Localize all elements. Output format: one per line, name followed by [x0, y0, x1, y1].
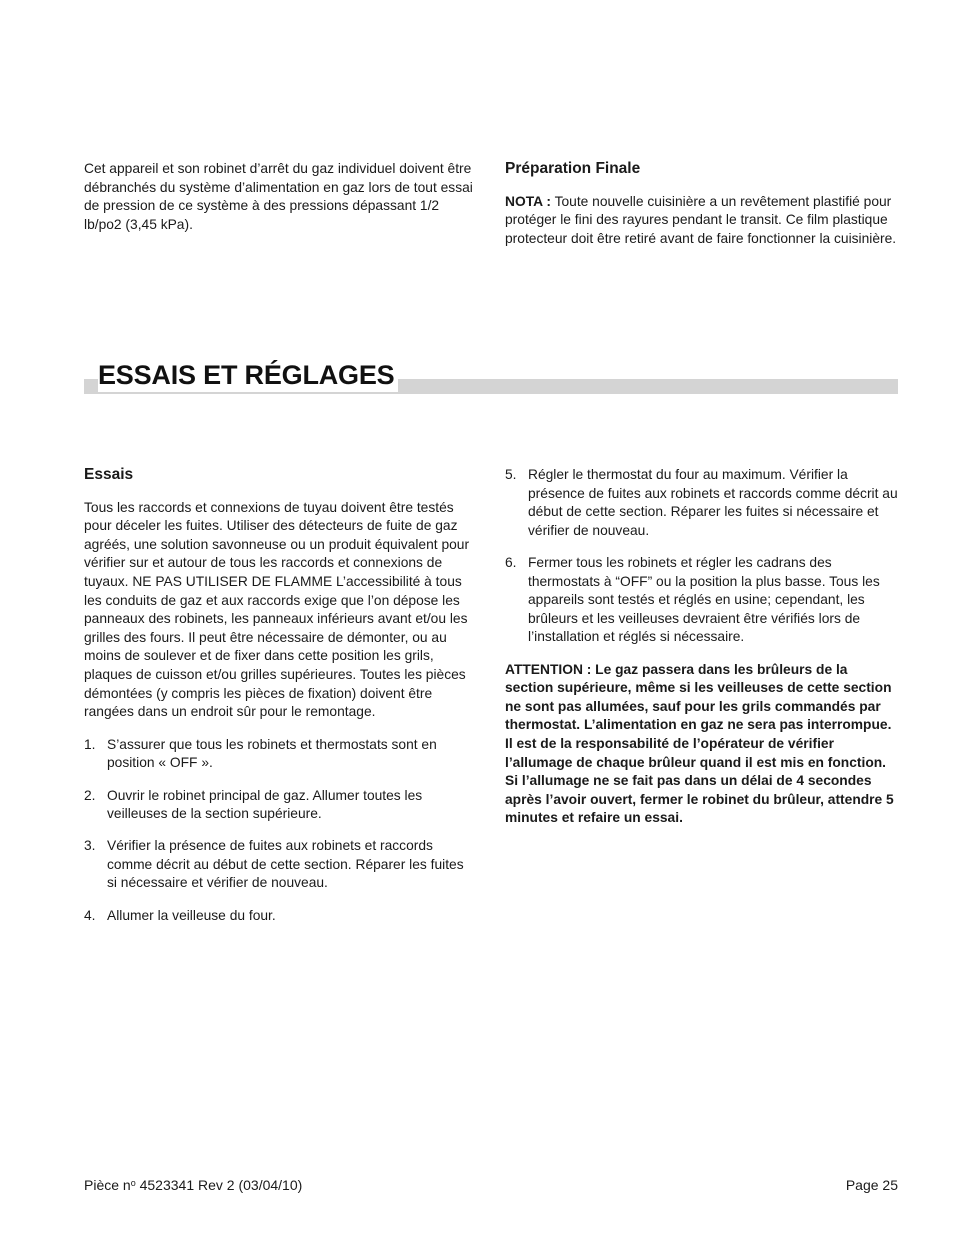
- final-preparation-heading: Préparation Finale: [505, 160, 641, 177]
- step-text: Fermer tous les robinets et régler les cadrans des thermostats à “OFF” ou la position la plus basse. Tous les appareils sont testés et réglés en usine; cependant, les brûleurs et les veilleuses devraient être vérifiés lors de l’installation et réglés si nécessaire.: [528, 554, 880, 645]
- part-prefix: Pièce n: [84, 1177, 131, 1193]
- part-sup: o: [130, 1178, 136, 1188]
- steps-list-left: [84, 736, 476, 926]
- step-item: [505, 554, 898, 647]
- attention-warning: ATTENTION : Le gaz passera dans les brûleurs de la section supérieure, même si les veilleuses de cette section ne sont pas allumées, sauf pour les grils commandés par thermostat. L’alimentation en gaz ne sera pas interrompue. Il est de la responsabilité de l’opérateur de vérifier l’allumage de chaque brûleur quand il est mis en fonction. Si l’allumage ne se fait pas dans un délai de 4 secondes après l’avoir ouvert, fermer le robinet du brûleur, attendre 5 minutes et refaire un essai.: [505, 661, 894, 826]
- step-text: Régler le thermostat du four au maximum. Vérifier la présence de fuites aux robinets et raccords comme décrit au début de cette section. Réparer les fuites si nécessaire et vérifier de nouveau.: [528, 467, 898, 538]
- step-text: Vérifier la présence de fuites aux robinets et raccords comme décrit au début de cette section. Réparer les fuites si nécessaire et vérifier de nouveau.: [107, 838, 464, 891]
- step-text: S’assurer que tous les robinets et thermostats sont en position « OFF ».: [107, 736, 437, 771]
- essais-heading: Essais: [84, 466, 134, 483]
- part-number: [84, 1176, 302, 1195]
- step-number: 1.: [84, 736, 96, 752]
- step-text: Allumer la veilleuse du four.: [107, 907, 276, 923]
- step-item: [84, 736, 476, 773]
- step-item: [84, 837, 476, 893]
- step-number: 5.: [505, 467, 517, 482]
- nota-text: Toute nouvelle cuisinière a un revêtement plastifié pour protéger le fini des rayures pendant le transit. Ce film plastique protecteur doit être retiré avant de faire fonctionner la cuisinière.: [505, 193, 897, 246]
- nota-label: NOTA :: [505, 193, 551, 209]
- step-item: [84, 907, 476, 926]
- page-number: Page 25: [845, 1177, 898, 1193]
- essais-left-column: [84, 466, 476, 939]
- final-preparation-block: [505, 160, 898, 248]
- step-item: [84, 787, 476, 824]
- step-item: [505, 466, 898, 540]
- nota-paragraph: [505, 193, 898, 249]
- step-number: 6.: [505, 554, 517, 570]
- pressure-test-note: Cet appareil et son robinet d’arrêt du gaz individuel doivent être débranchés du système d’alimentation en gaz lors de tout essai de pression de ce système à des pressions dépassant 1/2 lb/po2 (3,45 kPa).: [84, 161, 473, 232]
- step-number: 2.: [84, 787, 96, 803]
- section-title: ESSAIS ET RÉGLAGES: [98, 358, 398, 392]
- essais-paragraph: Tous les raccords et connexions de tuyau doivent être testés pour déceler les fuites. Utiliser des détecteurs de fuite de gaz agréés, une solution savonneuse ou un produit équivalent pour vérifier sur et autour de tous les raccords et connexions de tuyaux. NE PAS UTILISER DE FLAMME L’accessibilité à tous les conduits de gaz et aux raccords exige que l’on dépose les panneaux des robinets, les panneaux inférieurs avant et/ou les grilles des fours. Il peut être nécessaire de démonter, ou au moins de soulever et de fixer dans cette position les grils, plaques de cuisson et/ou grilles supérieures. Toutes les pièces démontées (y compris les pièces de fixation) doivent être rangées dans un endroit sûr pour le remontage.: [84, 499, 470, 720]
- step-number: 4.: [84, 907, 96, 923]
- step-number: 3.: [84, 838, 96, 854]
- step-text: Ouvrir le robinet principal de gaz. Allumer toutes les veilleuses de la section supérieure.: [107, 787, 423, 822]
- part-rest: 4523341 Rev 2 (03/04/10): [135, 1177, 303, 1193]
- essais-right-column: [505, 466, 898, 828]
